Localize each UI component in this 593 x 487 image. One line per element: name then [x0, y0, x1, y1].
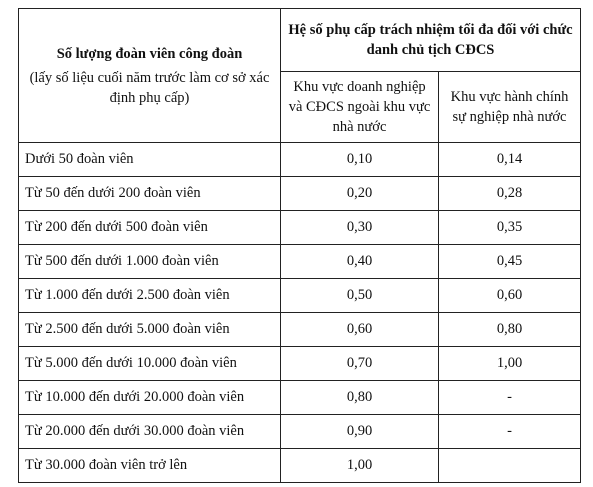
header-admin-sector: Khu vực hành chính sự nghiệp nhà nước	[439, 72, 581, 143]
table-row	[19, 279, 581, 313]
admin-coefficient-cell: 0,28	[439, 177, 581, 211]
admin-coefficient-cell: 0,80	[439, 313, 581, 347]
member-range-cell: Từ 30.000 đoàn viên trở lên	[19, 449, 281, 483]
member-range-cell: Từ 50 đến dưới 200 đoàn viên	[19, 177, 281, 211]
table-row	[19, 415, 581, 449]
table-row	[19, 177, 581, 211]
admin-coefficient-cell: 0,45	[439, 245, 581, 279]
table-row	[19, 449, 581, 483]
admin-coefficient-cell: -	[439, 415, 581, 449]
header-enterprise-sector: Khu vực doanh nghiệp và CĐCS ngoài khu vực nhà nước	[281, 72, 439, 143]
header-member-count	[19, 9, 281, 143]
enterprise-coefficient-cell: 0,90	[281, 415, 439, 449]
enterprise-coefficient-cell: 0,80	[281, 381, 439, 415]
enterprise-coefficient-cell: 0,50	[281, 279, 439, 313]
admin-coefficient-cell: -	[439, 381, 581, 415]
member-range-cell: Từ 1.000 đến dưới 2.500 đoàn viên	[19, 279, 281, 313]
admin-coefficient-cell	[439, 449, 581, 483]
enterprise-coefficient-cell: 0,10	[281, 143, 439, 177]
member-range-cell: Từ 500 đến dưới 1.000 đoàn viên	[19, 245, 281, 279]
enterprise-coefficient-cell: 0,70	[281, 347, 439, 381]
admin-coefficient-cell: 0,35	[439, 211, 581, 245]
table-row	[19, 381, 581, 415]
admin-coefficient-cell: 1,00	[439, 347, 581, 381]
enterprise-coefficient-cell: 0,20	[281, 177, 439, 211]
enterprise-coefficient-cell: 1,00	[281, 449, 439, 483]
admin-coefficient-cell: 0,14	[439, 143, 581, 177]
table-row	[19, 143, 581, 177]
table-row	[19, 245, 581, 279]
admin-coefficient-cell: 0,60	[439, 279, 581, 313]
header-member-count-title: Số lượng đoàn viên công đoàn	[56, 45, 243, 62]
allowance-table	[18, 8, 581, 483]
member-range-cell: Từ 5.000 đến dưới 10.000 đoàn viên	[19, 347, 281, 381]
enterprise-coefficient-cell: 0,40	[281, 245, 439, 279]
member-range-cell: Từ 200 đến dưới 500 đoàn viên	[19, 211, 281, 245]
table-row	[19, 347, 581, 381]
table-row	[19, 211, 581, 245]
table-body	[19, 143, 581, 483]
table-header	[19, 9, 581, 143]
enterprise-coefficient-cell: 0,60	[281, 313, 439, 347]
header-allowance-group: Hệ số phụ cấp trách nhiệm tối đa đối với chức danh chủ tịch CĐCS	[281, 9, 581, 72]
member-range-cell: Từ 2.500 đến dưới 5.000 đoàn viên	[19, 313, 281, 347]
enterprise-coefficient-cell: 0,30	[281, 211, 439, 245]
member-range-cell: Từ 10.000 đến dưới 20.000 đoàn viên	[19, 381, 281, 415]
member-range-cell: Từ 20.000 đến dưới 30.000 đoàn viên	[19, 415, 281, 449]
header-member-count-note: (lấy số liệu cuối năm trước làm cơ sở xác định phụ cấp)	[29, 69, 270, 106]
member-range-cell: Dưới 50 đoàn viên	[19, 143, 281, 177]
table-row	[19, 313, 581, 347]
